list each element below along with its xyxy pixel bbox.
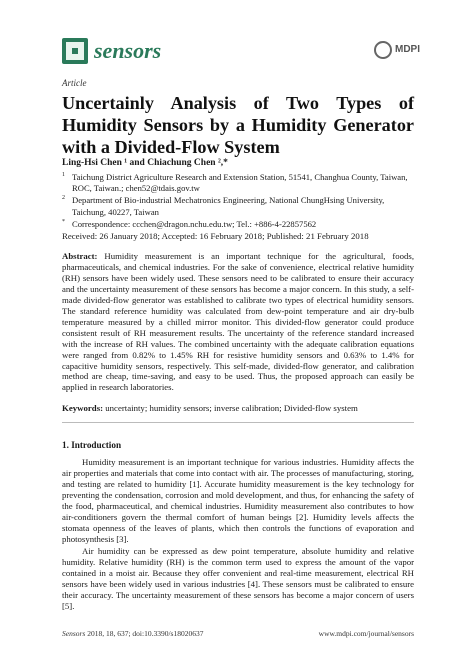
journal-name: sensors [94, 38, 162, 63]
affiliations [62, 172, 412, 231]
affiliation-item [62, 172, 412, 194]
abstract-label: Abstract: [62, 251, 98, 261]
affiliation-text: Taichung District Agriculture Research and Extension Station, 51541, Changhua County, Taiwan, ROC, Taiwan.; chen52@tdais.gov.tw [72, 172, 408, 194]
keywords-label: Keywords: [62, 403, 104, 413]
affiliation-text: Department of Bio-industrial Mechatronics Engineering, National ChungHsing University, Taichung, 40227, Taiwan [72, 195, 385, 217]
footer-citation [62, 629, 203, 638]
abstract-text: Humidity measurement is an important technique for the agricultural, foods, pharmaceuticals, and chemical industries. For the sake of convenience, electrical relative humidity (RH) sensors have been widely used. These sensors need to be calibrated to ensure their accuracy and the uncertainty measurement of these sensors has become a major concern. In this study, a self-made divided-flow generator was established to calibrate two types of electrical humidity sensors. The standard reference humidity was calculated from dew-point temperature and air dry-bulb temperature measured by a chilled mirror monitor. This divided-flow generator could produce consistent result of RH measurement results. The uncertainty of the reference standard increased with the increase of RH values. The combined uncertainty with the adequate calibration equations were ranged from 0.82% to 1.45% RH for resistive humidity sensors and 0.63% to 1.4% for capacitive humidity sensors, respectively. This self-made, divided-flow generator, and calibration method are cheap, time-saving, and easy to be used. Thus, the proposed approach can easily be applied in research laboratories. [62, 251, 415, 393]
correspondence-item [62, 219, 412, 230]
footer-citation-text: 2018, 18, 637; doi:10.3390/s18020637 [87, 629, 204, 638]
correspondence-text: Correspondence: ccchen@dragon.nchu.edu.tw; Tel.: +886-4-22857562 [72, 218, 317, 229]
keywords [62, 403, 414, 413]
publication-dates: Received: 26 January 2018; Accepted: 16 February 2018; Published: 21 February 2018 [62, 231, 369, 241]
footer-journal: Sensors [62, 629, 86, 638]
intro-paragraph-1: Humidity measurement is an important technique for various industries. Humidity affects the air properties and materials that come into contact with air. The processes of manufacturing, storing, and testing are related to humidity [1]. Accurate humidity measurement is the key technology for preventing the condensation, corrosion and mold development, and thus, for enhancing the safety of the food, pharmaceutical, and chemical industries. Humidity measurement also contributes to how air-conditioners govern the thermal comfort of human beings [2]. Humidity levels affects the stomata openness of the leaves of plants, which then controls the functions of evaporation and photosynthesis [3]. [62, 457, 414, 544]
footer-url[interactable]: www.mdpi.com/journal/sensors [318, 629, 414, 638]
sensors-logo-icon [62, 38, 88, 64]
abstract [62, 251, 414, 393]
author-list: Ling-Hsi Chen ¹ and Chiachung Chen ²,* [62, 158, 228, 168]
publisher-name: MDPI [395, 44, 420, 55]
affiliation-mark: * [62, 218, 65, 225]
section-divider [62, 422, 414, 423]
affiliation-mark: 1 [62, 172, 65, 178]
keywords-text: uncertainty; humidity sensors; inverse calibration; Divided-flow system [105, 403, 358, 413]
mdpi-logo-icon [374, 41, 392, 59]
intro-paragraph-2: Air humidity can be expressed as dew point temperature, absolute humidity and relative humidity. Relative humidity (RH) is the common term used to express the amount of the vapor contained in a moist air. Because they offer convenient and real-time measurement, electrical RH sensors have been widely used in various industries [4]. These sensors must be calibrated to ensure their accuracy. The uncertainty measurement of these sensors has become a major concern of users [5]. [62, 546, 414, 611]
affiliation-item [62, 195, 412, 217]
affiliation-mark: 2 [62, 195, 65, 202]
section-heading: 1. Introduction [62, 440, 122, 450]
article-title: Uncertainly Analysis of Two Types of Humidity Sensors by a Humidity Generator with a Divided-Flow System [62, 93, 414, 157]
journal-header [62, 36, 420, 66]
publisher-logo [374, 40, 420, 60]
article-type: Article [62, 78, 87, 88]
